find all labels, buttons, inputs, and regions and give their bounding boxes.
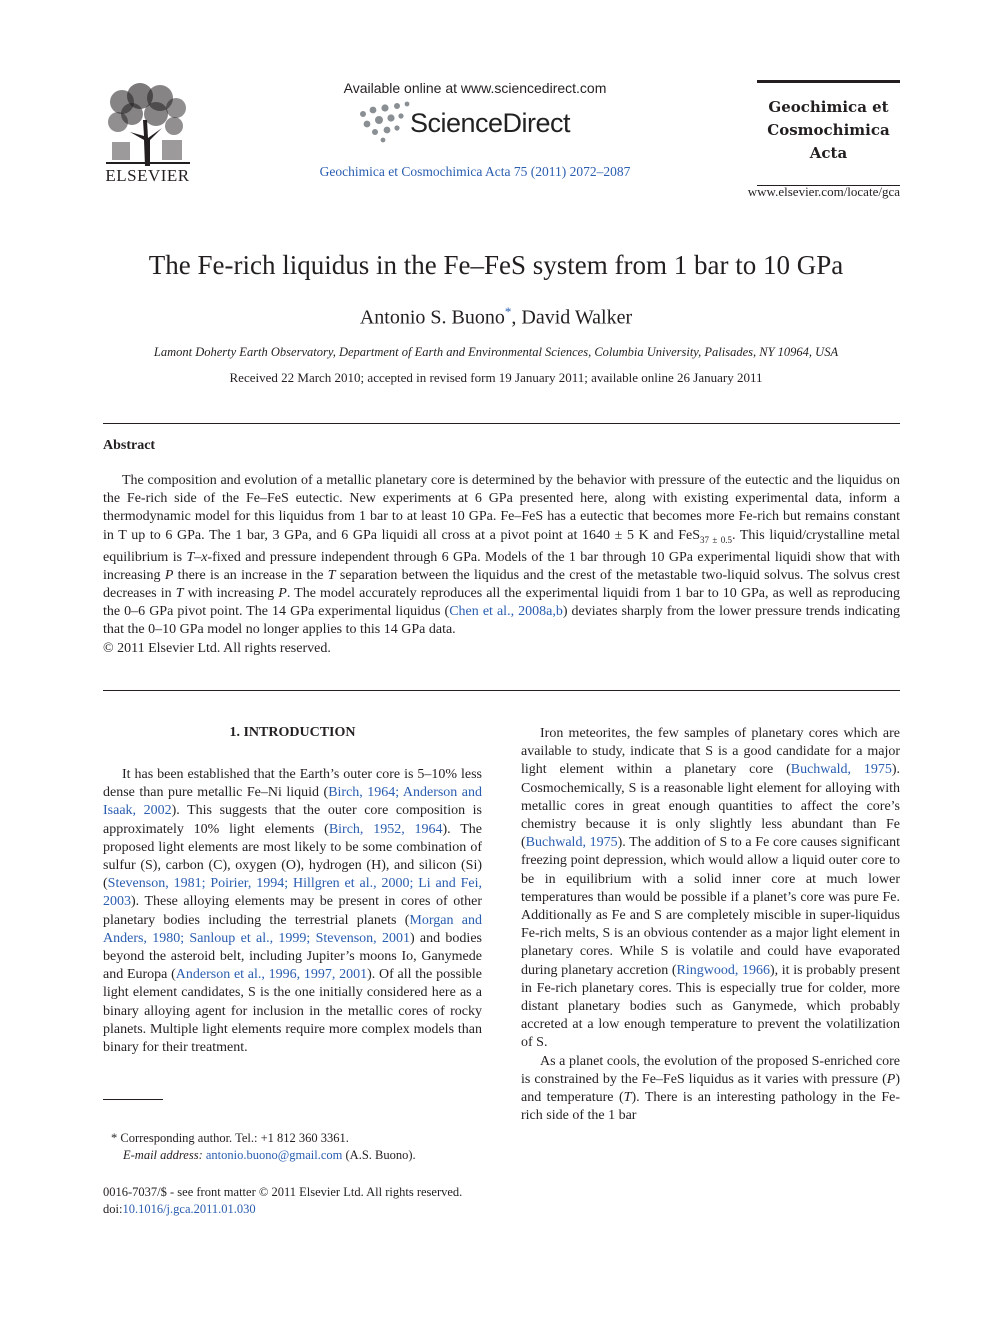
footnote-rule	[103, 1099, 163, 1100]
body-column-left	[103, 766, 482, 1057]
citation-link[interactable]: Stevenson, 1981; Poirier, 1994; Hillgren et al., 2000; Li and Fei, 2003	[103, 876, 482, 910]
intro-paragraph-3: As a planet cools, the evolution of the proposed S-enriched core is constrained by the Fe–FeS liquidus as it varies with pressure (P) and temperature (T). There is an interesting pathology in the Fe-rich side of the 1 bar	[521, 1053, 900, 1124]
email-link[interactable]: antonio.buono@gmail.com	[205, 1148, 343, 1162]
author-1: Antonio S. Buono	[359, 306, 505, 329]
citation-link[interactable]: Anderson et al., 1996, 1997, 2001	[175, 967, 368, 983]
journal-citation-link[interactable]: Geochimica et Cosmochimica Acta 75 (2011) 2072–2087	[319, 164, 631, 179]
journal-name-line-1: Geochimica et	[768, 98, 889, 116]
page-footer	[103, 1184, 553, 1218]
author-list	[60, 304, 932, 330]
intro-paragraph-1: It has been established that the Earth’s outer core is 5–10% less dense than pure metallic Fe–Ni liquid (Birch, 1964; Anderson and Isaak, 2002). This suggests that the outer core composition is approximately 10% light elements (Birch, 1952, 1964). The proposed light elements are most likely to be some combination of sulfur (S), carbon (C), oxygen (O), hydrogen (H), and silicon (Si) (Stevenson, 1981; Poirier, 1994; Hillgren et al., 2000; Li and Fei, 2003). These alloying elements may be present in cores of other planetary bodies including the terrestrial planets (Morgan and Anders, 1980; Sanloup et al., 1999; Stevenson, 2001) and bodies beyond the asteroid belt, including Jupiter’s moons Io, Ganymede and Europa (Anderson et al., 1996, 1997, 2001). Of all the possible light element candidates, S is the one initially considered here as a binary alloying agent for inclusion in the metallic cores of rocky planets. Multiple light elements require more complex models than binary for their treatment.	[103, 767, 483, 1056]
article-title: The Fe-rich liquidus in the Fe–FeS system from 1 bar to 10 GPa	[148, 250, 844, 280]
citation-link[interactable]: Chen et al., 2008a,b	[449, 604, 563, 620]
corresponding-author-note: * Corresponding author. Tel.: +1 812 360 3361.	[111, 1131, 349, 1145]
corresponding-author-mark[interactable]: *	[504, 304, 512, 319]
available-online-text: Available online at www.sciencedirect.com	[343, 80, 607, 96]
citation-link[interactable]: Birch, 1964; Anderson and Isaak, 2002	[103, 785, 483, 819]
doi-line: doi:10.1016/j.gca.2011.01.030	[103, 1202, 256, 1216]
author-2: David Walker	[521, 306, 633, 329]
author-separator: ,	[511, 306, 522, 329]
citation-link[interactable]: Morgan and Anders, 1980; Sanloup et al., 1999; Stevenson, 2001	[103, 912, 482, 946]
abstract-copyright: © 2011 Elsevier Ltd. All rights reserved.	[103, 640, 331, 656]
abstract-bottom-rule	[103, 690, 900, 691]
intro-paragraph-2: Iron meteorites, the few samples of planetary cores which are available to study, indicate that S is a good candidate for a major light element within a planetary core (Buchwald, 1975). Cosmochemically, S is a reasonable light element for alloying with metallic cores in great enough quantities to affect the core’s chemistry because it is only slightly less abundant than Fe (Buchwald, 1975). The addition of S to a Fe core causes significant freezing point depression, which would allow a liquid outer core to be in equilibrium with a solid inner core at much lower temperatures than would be possible if a planet’s core was pure Fe. Additionally as Fe and S are completely miscible in super-liquidus Fe-rich melts, S is an obvious contender as a major light element in planetary cores. While S is volatile and could have evaporated during planetary accretion (Ringwood, 1966), it is probably present in Fe-rich planetary cores. This is especially true for colder, more distant planetary bodies such as Ganymede, which probably accreted at a low enough temperature to prevent the volatilization of S.	[521, 726, 901, 1051]
abstract-body	[103, 472, 900, 658]
abstract-heading: Abstract	[103, 438, 156, 453]
citation-link[interactable]: Buchwald, 1975	[525, 835, 618, 851]
author-affiliation: Lamont Doherty Earth Observatory, Department of Earth and Environmental Sciences, Columbia University, Palisades, NY 10964, USA	[153, 345, 839, 359]
abstract-paragraph: The composition and evolution of a metallic planetary core is determined by the behavior with pressure of the eutectic and the liquidus on the Fe-rich side of the Fe–FeS eutectic. New experiments at 6 GPa presented here, along with existing experimental data, inform a thermodynamic model for this liquidus from 1 bar to at least 10 GPa. Fe–FeS has a eutectic that becomes more Fe-rich but remains constant in T up to 6 GPa. The 1 bar, 3 GPa, and 6 GPa liquidi all cross at a pivot point at 1640 ± 5 K and FeS$_{37 \pm 0.5}$. This liquid/crystalline metal equilibrium is T–x-fixed and pressure independent through 6 GPa. Models of the 1 bar through 10 GPa experimental liquidi show that with increasing P there is an increase in the T separation between the liquidus and the crest of the metastable two-liquid solvus. The solvus crest decreases in T with increasing P. The model accurately reproduces all the experimental liquidi from 1 bar to 10 GPa, as well as reproducing the 0–6 GPa pivot point. The 14 GPa experimental liquidus (Chen et al., 2008a,b) deviates sharply from the lower pressure trends indicating that the 0–10 GPa model no longer applies to this 14 GPa data.	[103, 473, 900, 638]
citation-link[interactable]: Birch, 1952, 1964	[328, 821, 443, 837]
footnote	[103, 1130, 503, 1164]
journal-url[interactable]: www.elsevier.com/locate/gca	[747, 184, 900, 199]
abstract-top-rule	[103, 423, 900, 424]
sciencedirect-wordmark: ScienceDirect	[410, 108, 571, 138]
issn-line: 0016-7037/$ - see front matter © 2011 Elsevier Ltd. All rights reserved.	[103, 1185, 463, 1199]
section-heading-introduction: 1. INTRODUCTION	[229, 725, 356, 740]
citation-link[interactable]: Ringwood, 1966	[676, 962, 770, 978]
journal-name-line-2: Cosmochimica	[767, 121, 890, 139]
journal-name-line-3: Acta	[809, 144, 848, 162]
publisher-name: ELSEVIER	[105, 166, 190, 185]
journal-name	[757, 96, 900, 165]
body-column-right	[521, 725, 900, 1125]
email-note: E-mail address: antonio.buono@gmail.com (A.S. Buono).	[123, 1148, 416, 1162]
citation-link[interactable]: Buchwald, 1975	[790, 762, 892, 778]
article-dates: Received 22 March 2010; accepted in revised form 19 January 2011; available online 26 January 2011	[229, 370, 763, 385]
doi-link[interactable]: 10.1016/j.gca.2011.01.030	[122, 1202, 256, 1216]
